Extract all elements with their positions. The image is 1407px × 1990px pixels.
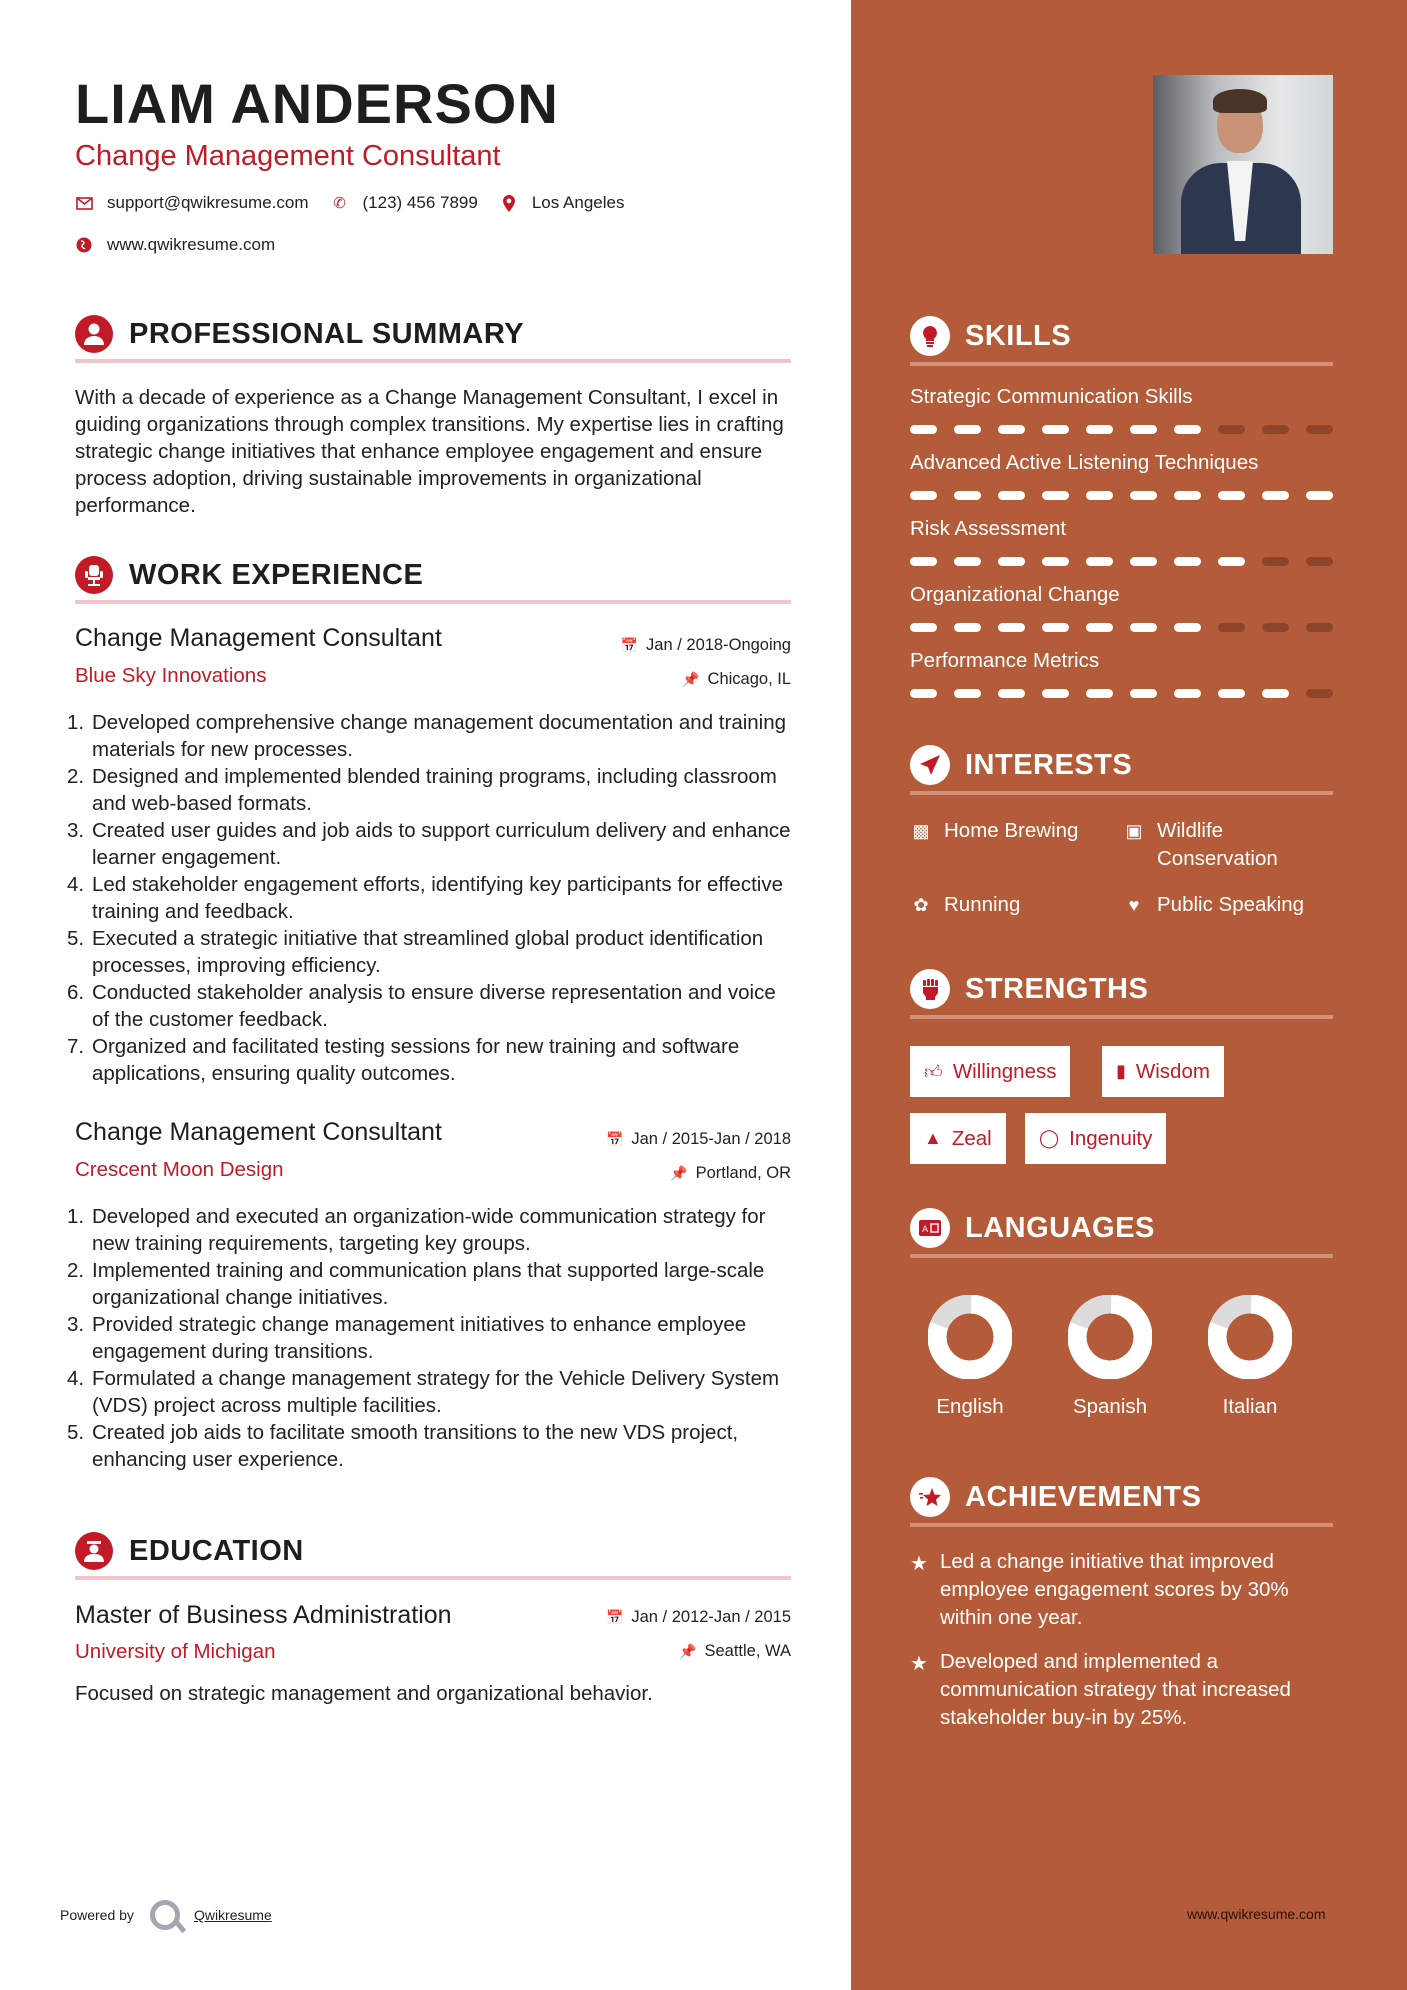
job-location — [670, 1164, 791, 1183]
bullet-item — [67, 871, 797, 925]
user-icon — [75, 315, 113, 353]
bullet-number: 5. — [67, 1421, 85, 1444]
bullet-number: 2. — [67, 765, 85, 788]
bullet-text: Created user guides and job aids to support curriculum delivery and enhance learner engagement. — [92, 819, 791, 869]
footer-website[interactable]: www.qwikresume.com — [1187, 1906, 1326, 1922]
education-description: Focused on strategic management and organizational behavior. — [75, 1682, 653, 1705]
education-location-text: Seattle, WA — [704, 1642, 791, 1660]
book-icon: ▮ — [1116, 1061, 1126, 1081]
degree-title: Master of Business Administration — [75, 1601, 452, 1629]
candidate-title: Change Management Consultant — [75, 140, 501, 172]
strength-label: Wisdom — [1135, 1059, 1210, 1083]
svg-text:A: A — [922, 1225, 929, 1235]
school-name: University of Michigan — [75, 1640, 276, 1663]
rating-dot-filled — [998, 557, 1025, 566]
bullet-number: 5. — [67, 927, 85, 950]
qwikresume-logo-icon — [150, 1900, 180, 1930]
rating-dot-filled — [998, 491, 1025, 500]
fist-icon — [910, 969, 950, 1009]
job-dates-text: Jan / 2018-Ongoing — [646, 636, 791, 654]
strength-chip — [1102, 1046, 1224, 1097]
envelope-icon — [75, 194, 93, 212]
rating-dot-empty — [1262, 623, 1289, 632]
section-title: PROFESSIONAL SUMMARY — [129, 318, 525, 350]
achievement-text: Developed and implemented a communication strategy that increased stakeholder buy-in by 25%. — [939, 1650, 1291, 1729]
paper-plane-icon — [910, 745, 950, 785]
bullet-text: Created job aids to facilitate smooth transitions to the new VDS project, enhancing user experience. — [92, 1421, 739, 1471]
job-title: Change Management Consultant — [75, 1118, 442, 1146]
section-header-languages — [910, 1208, 1333, 1258]
language-item — [915, 1295, 1025, 1419]
rating-dot-filled — [910, 491, 937, 500]
achievement-item — [910, 1648, 1330, 1732]
skill-rating — [910, 557, 1333, 567]
interest-label: Home Brewing — [944, 819, 1079, 842]
puzzle-icon: ▩ — [912, 821, 930, 841]
phone-number[interactable]: (123) 456 7899 — [362, 193, 478, 212]
interest-item — [910, 817, 1078, 845]
language-label: English — [936, 1395, 1004, 1418]
summary-text: With a decade of experience as a Change Management Consultant, I excel in guiding organizations through complex transitions. My expertise lies in crafting strategic change initiatives that enhance employee engagement and ensure process adoption, driving sustainable improvements in organizational performance. — [75, 386, 784, 517]
achievement-item — [910, 1548, 1330, 1632]
location: Los Angeles — [531, 193, 625, 212]
rating-dot-filled — [998, 425, 1025, 434]
skill-name: Organizational Change — [910, 583, 1120, 606]
language-donut — [1208, 1295, 1292, 1379]
rating-dot-filled — [1218, 689, 1245, 698]
rating-dot-filled — [954, 557, 981, 566]
rating-dot-filled — [1174, 623, 1201, 632]
rating-dot-filled — [1086, 425, 1113, 434]
globe-icon — [75, 236, 93, 254]
section-title: SKILLS — [965, 320, 1072, 352]
calendar-icon: 📅 — [605, 1131, 624, 1147]
language-item — [1195, 1295, 1305, 1419]
bullet-text: Developed comprehensive change management documentation and training materials for new processes. — [92, 711, 787, 761]
language-donut — [1068, 1295, 1152, 1379]
star-icon — [910, 1477, 950, 1517]
rating-dot-filled — [1174, 425, 1201, 434]
section-header-experience — [75, 554, 791, 604]
job-location-text: Chicago, IL — [707, 670, 791, 688]
job-bullets — [67, 1203, 797, 1473]
skill-name: Advanced Active Listening Techniques — [910, 451, 1259, 474]
skill-rating — [910, 623, 1333, 633]
rating-dot-empty — [1218, 623, 1245, 632]
bullet-item — [67, 1311, 797, 1365]
rating-dot-filled — [1086, 623, 1113, 632]
rating-dot-filled — [1086, 689, 1113, 698]
section-title: LANGUAGES — [965, 1212, 1155, 1244]
job-location-text: Portland, OR — [695, 1164, 791, 1182]
rating-dot-filled — [1306, 491, 1333, 500]
rating-dot-filled — [1130, 425, 1157, 434]
bullet-item — [67, 1257, 797, 1311]
rating-dot-filled — [1130, 689, 1157, 698]
language-item — [1055, 1295, 1165, 1419]
calendar-icon: 📅 — [605, 1609, 624, 1625]
section-header-summary — [75, 313, 791, 363]
rating-dot-empty — [1262, 557, 1289, 566]
interest-label: Public Speaking — [1157, 893, 1305, 916]
graduate-icon — [75, 1532, 113, 1570]
email-link[interactable]: support@qwikresume.com — [107, 193, 309, 212]
shooting-star-icon: ★ — [910, 1653, 928, 1675]
bullet-number: 1. — [67, 1205, 85, 1228]
rating-dot-filled — [1130, 491, 1157, 500]
bullet-text: Developed and executed an organization-wide communication strategy for new training requirements, targeting key groups. — [92, 1205, 766, 1255]
section-header-strengths — [910, 969, 1333, 1019]
photo-hair — [1213, 89, 1267, 113]
phone-icon: ✆ — [333, 195, 346, 212]
skill-name: Performance Metrics — [910, 649, 1100, 672]
rating-dot-filled — [1174, 557, 1201, 566]
bullet-item — [67, 709, 797, 763]
job-dates — [621, 636, 791, 655]
pushpin-icon: 📌 — [670, 1165, 688, 1181]
map-marker-icon — [500, 194, 518, 212]
bullet-item — [67, 1033, 797, 1087]
section-title: ACHIEVEMENTS — [965, 1481, 1202, 1513]
bullet-text: Executed a strategic initiative that streamlined global product identification processes, improving efficiency. — [92, 927, 764, 977]
rating-dot-filled — [1130, 557, 1157, 566]
shooting-star-icon: ★ — [910, 1553, 928, 1575]
powered-by — [60, 1900, 272, 1930]
strength-chip — [1025, 1113, 1166, 1164]
skill-rating — [910, 491, 1333, 501]
skill-name: Strategic Communication Skills — [910, 385, 1193, 408]
profile-photo — [1153, 75, 1333, 254]
bullet-item — [67, 817, 797, 871]
rating-dot-filled — [1262, 491, 1289, 500]
job-dates — [606, 1130, 791, 1149]
rating-dot-filled — [998, 623, 1025, 632]
rating-dot-empty — [1306, 689, 1333, 698]
strength-label: Zeal — [951, 1126, 992, 1150]
bullet-number: 4. — [67, 873, 85, 896]
rating-dot-filled — [910, 557, 937, 566]
bullet-number: 1. — [67, 711, 85, 734]
rating-dot-filled — [954, 425, 981, 434]
bullet-text: Organized and facilitated testing sessions for new training and software applications, ensuring quality outcomes. — [92, 1035, 740, 1085]
interest-item — [910, 891, 1020, 919]
bullet-number: 3. — [67, 819, 85, 842]
language-label: Spanish — [1072, 1395, 1148, 1418]
rating-dot-empty — [1306, 425, 1333, 434]
section-title: EDUCATION — [129, 1535, 304, 1567]
bullet-item — [67, 1365, 797, 1419]
section-header-skills — [910, 316, 1333, 366]
bullet-text: Provided strategic change management initiatives to enhance employee engagement during transitions. — [92, 1313, 747, 1363]
skill-rating — [910, 689, 1333, 699]
map-icon: ▣ — [1125, 821, 1143, 841]
translate-icon — [910, 1208, 950, 1248]
contact-row-website — [75, 235, 297, 255]
pushpin-icon: 📌 — [679, 1643, 697, 1659]
rating-dot-filled — [1218, 491, 1245, 500]
section-title: INTERESTS — [965, 749, 1133, 781]
bullet-number: 3. — [67, 1313, 85, 1336]
contact-row — [75, 193, 646, 213]
bullet-text: Conducted stakeholder analysis to ensure diverse representation and voice of the customer feedback. — [92, 981, 776, 1031]
strength-chip — [910, 1046, 1070, 1097]
interest-label: Running — [944, 893, 1021, 916]
rating-dot-filled — [1042, 689, 1069, 698]
bullet-item — [67, 979, 797, 1033]
rating-dot-filled — [1042, 623, 1069, 632]
rating-dot-filled — [1174, 689, 1201, 698]
job-company: Crescent Moon Design — [75, 1158, 284, 1181]
office-chair-icon — [75, 556, 113, 594]
rating-dot-filled — [998, 689, 1025, 698]
heartbeat-icon: ♥ — [1128, 895, 1140, 915]
strength-chip — [910, 1113, 1006, 1164]
language-donut — [928, 1295, 1012, 1379]
job-location — [682, 670, 791, 689]
rating-dot-empty — [1218, 425, 1245, 434]
bullet-item — [67, 1203, 797, 1257]
website-link[interactable]: www.qwikresume.com — [107, 235, 276, 254]
job-bullets — [67, 709, 797, 1087]
job-title: Change Management Consultant — [75, 624, 442, 652]
bullet-text: Implemented training and communication plans that supported large-scale organizational change initiatives. — [92, 1259, 765, 1309]
paw-icon: ✿ — [913, 895, 929, 915]
bullet-number: 6. — [67, 981, 85, 1004]
fire-icon: ▲ — [924, 1128, 942, 1148]
rating-dot-empty — [1262, 425, 1289, 434]
education-dates — [606, 1608, 791, 1627]
education-location — [679, 1642, 791, 1661]
lightbulb-icon — [910, 316, 950, 356]
candidate-name: LIAM ANDERSON — [75, 72, 559, 135]
rating-dot-filled — [1262, 689, 1289, 698]
rating-dot-filled — [1086, 491, 1113, 500]
rating-dot-filled — [954, 491, 981, 500]
rating-dot-filled — [1042, 491, 1069, 500]
section-header-interests — [910, 745, 1333, 795]
skill-rating — [910, 425, 1333, 435]
bullet-number: 2. — [67, 1259, 85, 1282]
rating-dot-filled — [910, 425, 937, 434]
qwikresume-link[interactable]: Qwikresume — [193, 1907, 272, 1923]
section-header-education — [75, 1530, 791, 1580]
calendar-icon: 📅 — [620, 637, 639, 653]
rating-dot-empty — [1306, 557, 1333, 566]
bullet-item — [67, 1419, 797, 1473]
bullet-text: Designed and implemented blended training programs, including classroom and web-based formats. — [92, 765, 777, 815]
bullet-text: Formulated a change management strategy for the Vehicle Delivery System (VDS) project across multiple facilities. — [92, 1367, 780, 1417]
skill-name: Risk Assessment — [910, 517, 1067, 540]
rating-dot-filled — [1174, 491, 1201, 500]
rating-dot-filled — [1130, 623, 1157, 632]
rating-dot-filled — [910, 689, 937, 698]
strength-label: Willingness — [952, 1059, 1057, 1083]
bullet-number: 4. — [67, 1367, 85, 1390]
rating-dot-filled — [1042, 557, 1069, 566]
rating-dot-filled — [1218, 557, 1245, 566]
bullet-text: Led stakeholder engagement efforts, identifying key participants for effective training and feedback. — [92, 873, 783, 923]
pushpin-icon: 📌 — [682, 671, 700, 687]
rating-dot-filled — [954, 623, 981, 632]
bullet-item — [67, 925, 797, 979]
language-label: Italian — [1222, 1395, 1278, 1418]
rating-dot-empty — [1306, 623, 1333, 632]
powered-by-label: Powered by — [60, 1907, 134, 1923]
rating-dot-filled — [1042, 425, 1069, 434]
section-title: STRENGTHS — [965, 973, 1149, 1005]
education-dates-text: Jan / 2012-Jan / 2015 — [631, 1608, 791, 1626]
rating-dot-filled — [910, 623, 937, 632]
interest-item — [1123, 817, 1323, 873]
job-dates-text: Jan / 2015-Jan / 2018 — [631, 1130, 791, 1148]
strength-label: Ingenuity — [1069, 1126, 1153, 1150]
interest-label: Wildlife Conservation — [1157, 819, 1278, 870]
rating-dot-filled — [1086, 557, 1113, 566]
rating-dot-filled — [954, 689, 981, 698]
thumbs-up-icon: 👍︎ — [924, 1061, 943, 1082]
bullet-number: 7. — [67, 1035, 85, 1058]
achievement-text: Led a change initiative that improved employee engagement scores by 30% within one year. — [939, 1550, 1289, 1629]
interest-item — [1123, 891, 1304, 919]
section-header-achievements — [910, 1477, 1333, 1527]
bullet-item — [67, 763, 797, 817]
lightbulb-icon: ◯ — [1039, 1128, 1060, 1148]
job-company: Blue Sky Innovations — [75, 664, 267, 687]
section-title: WORK EXPERIENCE — [129, 559, 424, 591]
